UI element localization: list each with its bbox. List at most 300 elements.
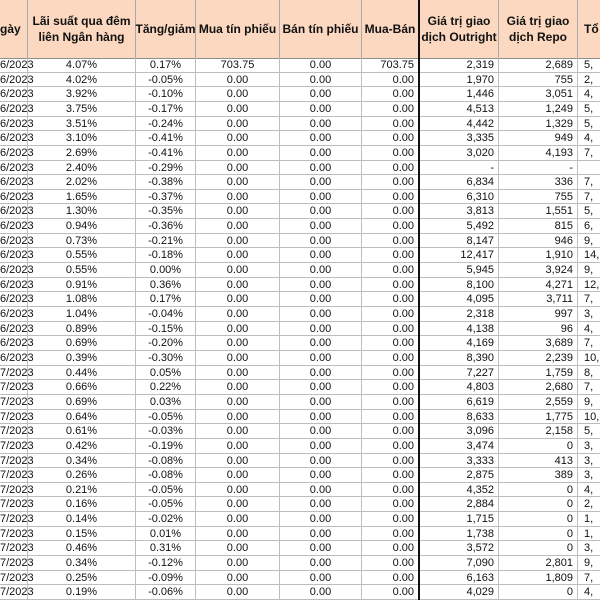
cell-repo[interactable]: 336 [499,175,578,190]
cell-total[interactable]: 9, [584,234,594,247]
cell-total[interactable]: 5, [584,205,594,218]
cell-total[interactable]: 10, [584,351,600,364]
cell-outright[interactable]: 3,572 [420,541,499,556]
cell-outright[interactable]: 7,227 [420,366,499,381]
cell-sell-bills[interactable]: 0.00 [280,248,362,263]
header-buy-bills[interactable]: Mua tín phiếu [196,0,280,58]
cell-total[interactable]: 12, [584,278,600,291]
cell-interbank-rate[interactable]: 0.15% [28,527,136,542]
cell-change[interactable]: 0.17% [136,292,196,307]
cell-outright[interactable]: 5,945 [420,263,499,278]
cell-date[interactable]: 6/2023 [0,132,34,145]
cell-net[interactable]: 0.00 [392,366,414,379]
cell-change[interactable]: -0.06% [136,585,196,600]
cell-outright[interactable]: 2,884 [420,497,499,512]
cell-buy-bills[interactable]: 0.00 [196,131,280,146]
cell-buy-bills[interactable]: 0.00 [196,234,280,249]
cell-total[interactable]: 2, [584,73,594,86]
cell-interbank-rate[interactable]: 0.46% [28,541,136,556]
cell-date[interactable]: 7/2023 [0,571,34,584]
cell-sell-bills[interactable]: 0.00 [280,307,362,322]
cell-change[interactable]: -0.10% [136,87,196,102]
cell-date[interactable]: 6/2023 [0,293,34,306]
cell-buy-bills[interactable]: 0.00 [196,322,280,337]
cell-interbank-rate[interactable]: 3.51% [28,117,136,132]
cell-change[interactable]: -0.24% [136,117,196,132]
cell-total[interactable]: 9, [584,395,594,408]
cell-change[interactable]: 0.36% [136,278,196,293]
cell-buy-bills[interactable]: 0.00 [196,454,280,469]
cell-outright[interactable]: 8,147 [420,234,499,249]
cell-sell-bills[interactable]: 0.00 [280,410,362,425]
cell-interbank-rate[interactable]: 0.39% [28,351,136,366]
cell-net[interactable]: 0.00 [392,395,414,408]
cell-outright[interactable]: 2,875 [420,468,499,483]
header-net[interactable]: Mua-Bán [364,22,416,36]
cell-buy-bills[interactable]: 0.00 [196,585,280,600]
cell-net[interactable]: 0.00 [392,278,414,291]
cell-total[interactable]: 7, [584,337,594,350]
cell-outright[interactable]: 12,417 [420,248,499,263]
cell-buy-bills[interactable]: 0.00 [196,527,280,542]
cell-repo[interactable]: 2,801 [499,556,578,571]
cell-outright[interactable]: 1,715 [420,512,499,527]
cell-date[interactable]: 6/2023 [0,205,34,218]
cell-change[interactable]: 0.00% [136,263,196,278]
cell-sell-bills[interactable]: 0.00 [280,336,362,351]
cell-repo[interactable]: 0 [499,497,578,512]
cell-net[interactable]: 0.00 [392,513,414,526]
cell-date[interactable]: 7/2023 [0,381,34,394]
cell-repo[interactable]: 949 [499,131,578,146]
cell-interbank-rate[interactable]: 2.69% [28,146,136,161]
cell-total[interactable]: 4, [584,132,594,145]
cell-change[interactable]: -0.18% [136,248,196,263]
cell-net[interactable]: 0.00 [392,205,414,218]
cell-sell-bills[interactable]: 0.00 [280,292,362,307]
cell-net[interactable]: 0.00 [392,542,414,555]
cell-date[interactable]: 7/2023 [0,513,34,526]
cell-net[interactable]: 0.00 [392,498,414,511]
cell-interbank-rate[interactable]: 0.66% [28,380,136,395]
cell-outright[interactable]: 8,633 [420,410,499,425]
cell-net[interactable]: 0.00 [392,425,414,438]
cell-total[interactable]: 5, [584,117,594,130]
cell-sell-bills[interactable]: 0.00 [280,190,362,205]
cell-buy-bills[interactable]: 0.00 [196,439,280,454]
cell-sell-bills[interactable]: 0.00 [280,175,362,190]
cell-net[interactable]: 0.00 [392,73,414,86]
cell-total[interactable]: 6, [584,220,594,233]
cell-date[interactable]: 6/2023 [0,264,34,277]
cell-sell-bills[interactable]: 0.00 [280,395,362,410]
cell-net[interactable]: 0.00 [392,557,414,570]
cell-repo[interactable]: 96 [499,322,578,337]
cell-interbank-rate[interactable]: 0.25% [28,571,136,586]
cell-change[interactable]: -0.05% [136,73,196,88]
cell-outright[interactable]: 4,169 [420,336,499,351]
cell-buy-bills[interactable]: 0.00 [196,497,280,512]
cell-repo[interactable]: 1,910 [499,248,578,263]
cell-buy-bills[interactable]: 0.00 [196,292,280,307]
cell-date[interactable]: 7/2023 [0,425,34,438]
cell-outright[interactable]: 1,970 [420,73,499,88]
cell-buy-bills[interactable]: 0.00 [196,307,280,322]
cell-repo[interactable]: 2,689 [499,58,578,73]
cell-repo[interactable]: 0 [499,483,578,498]
cell-sell-bills[interactable]: 0.00 [280,117,362,132]
cell-repo[interactable]: 997 [499,307,578,322]
cell-repo[interactable]: 1,809 [499,571,578,586]
cell-total[interactable]: 7, [584,381,594,394]
cell-date[interactable]: 6/2023 [0,88,34,101]
cell-interbank-rate[interactable]: 0.61% [28,424,136,439]
header-total[interactable]: Tổ [584,22,599,36]
cell-outright[interactable]: 4,138 [420,322,499,337]
cell-interbank-rate[interactable]: 4.02% [28,73,136,88]
cell-repo[interactable]: 2,680 [499,380,578,395]
cell-net[interactable]: 0.00 [392,308,414,321]
cell-total[interactable]: 3, [584,454,594,467]
cell-date[interactable]: 6/2023 [0,176,34,189]
cell-change[interactable]: -0.41% [136,131,196,146]
cell-buy-bills[interactable]: 0.00 [196,541,280,556]
cell-buy-bills[interactable]: 0.00 [196,395,280,410]
cell-net[interactable]: 0.00 [392,264,414,277]
cell-change[interactable]: -0.19% [136,439,196,454]
cell-total[interactable]: 4, [584,483,594,496]
cell-interbank-rate[interactable]: 0.19% [28,585,136,600]
cell-date[interactable]: 6/2023 [0,278,34,291]
cell-buy-bills[interactable]: 0.00 [196,248,280,263]
cell-date[interactable]: 7/2023 [0,542,34,555]
cell-interbank-rate[interactable]: 0.64% [28,410,136,425]
cell-date[interactable]: 7/2023 [0,586,34,599]
cell-change[interactable]: -0.35% [136,204,196,219]
cell-outright[interactable]: 8,390 [420,351,499,366]
cell-change[interactable]: -0.37% [136,190,196,205]
cell-outright[interactable]: 3,333 [420,454,499,469]
cell-repo[interactable]: 4,271 [499,278,578,293]
cell-repo[interactable]: 3,924 [499,263,578,278]
cell-buy-bills[interactable]: 0.00 [196,468,280,483]
cell-change[interactable]: 0.17% [136,58,196,73]
cell-total[interactable]: 2, [584,498,594,511]
cell-change[interactable]: -0.36% [136,219,196,234]
cell-buy-bills[interactable]: 0.00 [196,410,280,425]
cell-outright[interactable]: 3,096 [420,424,499,439]
cell-repo[interactable]: 2,559 [499,395,578,410]
cell-total[interactable] [578,161,608,176]
cell-change[interactable]: -0.12% [136,556,196,571]
cell-interbank-rate[interactable]: 0.55% [28,248,136,263]
cell-sell-bills[interactable]: 0.00 [280,366,362,381]
cell-buy-bills[interactable]: 0.00 [196,483,280,498]
cell-total[interactable]: 4, [584,88,594,101]
header-sell-bills[interactable]: Bán tín phiếu [280,0,362,58]
cell-sell-bills[interactable]: 0.00 [280,131,362,146]
cell-change[interactable]: -0.04% [136,307,196,322]
cell-buy-bills[interactable]: 0.00 [196,175,280,190]
cell-net[interactable]: 0.00 [392,249,414,262]
cell-change[interactable]: -0.30% [136,351,196,366]
cell-outright[interactable]: 6,310 [420,190,499,205]
cell-outright[interactable]: 4,442 [420,117,499,132]
cell-buy-bills[interactable]: 0.00 [196,556,280,571]
cell-interbank-rate[interactable]: 2.40% [28,161,136,176]
cell-outright[interactable]: 5,492 [420,219,499,234]
cell-net[interactable]: 0.00 [392,190,414,203]
cell-total[interactable]: 3, [584,308,594,321]
header-interbank-rate[interactable]: Lãi suất qua đêm liên Ngân hàng [28,0,136,58]
cell-net[interactable]: 0.00 [392,483,414,496]
cell-change[interactable]: -0.21% [136,234,196,249]
cell-repo[interactable]: 1,759 [499,366,578,381]
cell-date[interactable]: 7/2023 [0,454,34,467]
cell-repo[interactable]: 3,689 [499,336,578,351]
cell-date[interactable]: 7/2023 [0,483,34,496]
cell-sell-bills[interactable]: 0.00 [280,454,362,469]
cell-interbank-rate[interactable]: 1.65% [28,190,136,205]
cell-repo[interactable]: 1,329 [499,117,578,132]
cell-repo[interactable]: 755 [499,190,578,205]
cell-net[interactable]: 0.00 [392,351,414,364]
cell-date[interactable]: 6/2023 [0,351,34,364]
cell-change[interactable]: -0.05% [136,497,196,512]
cell-change[interactable]: 0.01% [136,527,196,542]
cell-total[interactable]: 10, [584,410,600,423]
cell-outright[interactable]: 1,738 [420,527,499,542]
cell-outright[interactable]: - [420,161,499,176]
cell-sell-bills[interactable]: 0.00 [280,219,362,234]
cell-net[interactable]: 0.00 [392,571,414,584]
header-change[interactable]: Tăng/giảm [136,0,196,58]
cell-change[interactable]: -0.29% [136,161,196,176]
cell-interbank-rate[interactable]: 3.10% [28,131,136,146]
cell-sell-bills[interactable]: 0.00 [280,278,362,293]
cell-sell-bills[interactable]: 0.00 [280,351,362,366]
cell-interbank-rate[interactable]: 0.34% [28,454,136,469]
cell-total[interactable]: 7, [584,176,594,189]
cell-sell-bills[interactable]: 0.00 [280,556,362,571]
cell-outright[interactable]: 3,474 [420,439,499,454]
cell-date[interactable]: 6/2023 [0,190,34,203]
cell-buy-bills[interactable]: 0.00 [196,571,280,586]
cell-change[interactable]: 0.05% [136,366,196,381]
cell-interbank-rate[interactable]: 0.21% [28,483,136,498]
cell-interbank-rate[interactable]: 0.34% [28,556,136,571]
cell-outright[interactable]: 2,319 [420,58,499,73]
cell-total[interactable]: 5, [584,59,594,71]
cell-total[interactable]: 9, [584,557,594,570]
cell-interbank-rate[interactable]: 0.55% [28,263,136,278]
cell-repo[interactable]: 0 [499,512,578,527]
cell-net[interactable]: 0.00 [392,586,414,599]
cell-date[interactable]: 7/2023 [0,557,34,570]
cell-interbank-rate[interactable]: 0.69% [28,395,136,410]
cell-date[interactable]: 6/2023 [0,337,34,350]
cell-total[interactable]: 8, [584,366,594,379]
cell-buy-bills[interactable]: 0.00 [196,87,280,102]
cell-interbank-rate[interactable]: 0.91% [28,278,136,293]
cell-outright[interactable]: 3,813 [420,204,499,219]
header-repo[interactable]: Giá trị giao dịch Repo [499,0,578,58]
cell-net[interactable]: 0.00 [392,410,414,423]
cell-total[interactable]: 7, [584,190,594,203]
cell-date[interactable]: 7/2023 [0,439,34,452]
cell-date[interactable]: 6/2023 [0,73,34,86]
cell-date[interactable]: 6/2023 [0,161,34,174]
header-outright[interactable]: Giá trị giao dịch Outright [420,0,499,58]
cell-total[interactable]: 7, [584,571,594,584]
cell-change[interactable]: -0.17% [136,102,196,117]
cell-net[interactable]: 0.00 [392,454,414,467]
cell-total[interactable]: 4, [584,322,594,335]
cell-date[interactable]: 6/2023 [0,234,34,247]
cell-change[interactable]: -0.09% [136,571,196,586]
cell-buy-bills[interactable]: 0.00 [196,204,280,219]
cell-buy-bills[interactable]: 703.75 [196,58,280,73]
cell-outright[interactable]: 6,619 [420,395,499,410]
cell-sell-bills[interactable]: 0.00 [280,102,362,117]
cell-buy-bills[interactable]: 0.00 [196,146,280,161]
cell-outright[interactable]: 1,446 [420,87,499,102]
cell-date[interactable]: 6/2023 [0,117,34,130]
cell-repo[interactable]: 4,193 [499,146,578,161]
cell-buy-bills[interactable]: 0.00 [196,366,280,381]
cell-date[interactable]: 6/2023 [0,322,34,335]
cell-total[interactable]: 5, [584,425,594,438]
cell-buy-bills[interactable]: 0.00 [196,161,280,176]
cell-repo[interactable]: 3,711 [499,292,578,307]
cell-total[interactable]: 1, [584,527,594,540]
cell-change[interactable]: -0.05% [136,410,196,425]
header-date[interactable]: gày [0,0,28,58]
cell-net[interactable]: 0.00 [392,117,414,130]
cell-repo[interactable]: 815 [499,219,578,234]
cell-outright[interactable]: 7,090 [420,556,499,571]
cell-outright[interactable]: 6,834 [420,175,499,190]
cell-date[interactable]: 6/2023 [0,249,34,262]
cell-change[interactable]: -0.02% [136,512,196,527]
cell-sell-bills[interactable]: 0.00 [280,322,362,337]
cell-date[interactable]: 7/2023 [0,395,34,408]
cell-outright[interactable]: 4,095 [420,292,499,307]
cell-repo[interactable]: 0 [499,585,578,600]
cell-sell-bills[interactable]: 0.00 [280,439,362,454]
cell-interbank-rate[interactable]: 1.04% [28,307,136,322]
cell-outright[interactable]: 4,352 [420,483,499,498]
cell-sell-bills[interactable]: 0.00 [280,146,362,161]
cell-outright[interactable]: 2,318 [420,307,499,322]
cell-repo[interactable]: 1,551 [499,204,578,219]
cell-outright[interactable]: 3,335 [420,131,499,146]
cell-total[interactable]: 3, [584,542,594,555]
cell-interbank-rate[interactable]: 2.02% [28,175,136,190]
cell-buy-bills[interactable]: 0.00 [196,351,280,366]
cell-total[interactable]: 7, [584,293,594,306]
cell-interbank-rate[interactable]: 0.89% [28,322,136,337]
cell-interbank-rate[interactable]: 3.75% [28,102,136,117]
cell-sell-bills[interactable]: 0.00 [280,87,362,102]
cell-net[interactable]: 0.00 [392,102,414,115]
cell-sell-bills[interactable]: 0.00 [280,571,362,586]
cell-net[interactable]: 0.00 [392,88,414,101]
cell-sell-bills[interactable]: 0.00 [280,380,362,395]
cell-outright[interactable]: 4,803 [420,380,499,395]
cell-buy-bills[interactable]: 0.00 [196,102,280,117]
cell-total[interactable]: 3, [584,469,594,482]
cell-outright[interactable]: 3,020 [420,146,499,161]
cell-net[interactable]: 0.00 [392,322,414,335]
cell-buy-bills[interactable]: 0.00 [196,263,280,278]
cell-date[interactable]: 7/2023 [0,410,34,423]
cell-net[interactable]: 0.00 [392,469,414,482]
cell-sell-bills[interactable]: 0.00 [280,541,362,556]
cell-change[interactable]: 0.22% [136,380,196,395]
cell-outright[interactable]: 6,163 [420,571,499,586]
cell-date[interactable]: 6/2023 [0,308,34,321]
cell-net[interactable]: 703.75 [380,59,414,71]
cell-sell-bills[interactable]: 0.00 [280,204,362,219]
cell-interbank-rate[interactable]: 0.26% [28,468,136,483]
cell-repo[interactable]: 0 [499,541,578,556]
cell-change[interactable]: -0.08% [136,454,196,469]
cell-sell-bills[interactable]: 0.00 [280,585,362,600]
cell-total[interactable]: 1, [584,513,594,526]
cell-sell-bills[interactable]: 0.00 [280,512,362,527]
cell-repo[interactable]: 2,239 [499,351,578,366]
cell-repo[interactable]: 2,158 [499,424,578,439]
cell-date[interactable]: 6/2023 [0,146,34,159]
cell-buy-bills[interactable]: 0.00 [196,219,280,234]
cell-outright[interactable]: 8,100 [420,278,499,293]
cell-net[interactable]: 0.00 [392,161,414,174]
cell-buy-bills[interactable]: 0.00 [196,424,280,439]
cell-repo[interactable]: 0 [499,439,578,454]
cell-sell-bills[interactable]: 0.00 [280,468,362,483]
cell-sell-bills[interactable]: 0.00 [280,424,362,439]
cell-change[interactable]: -0.05% [136,483,196,498]
cell-interbank-rate[interactable]: 0.69% [28,336,136,351]
cell-total[interactable]: 5, [584,102,594,115]
cell-repo[interactable]: 3,051 [499,87,578,102]
cell-net[interactable]: 0.00 [392,293,414,306]
cell-buy-bills[interactable]: 0.00 [196,117,280,132]
cell-change[interactable]: -0.03% [136,424,196,439]
cell-interbank-rate[interactable]: 4.07% [28,58,136,73]
cell-net[interactable]: 0.00 [392,176,414,189]
cell-date[interactable]: 6/2023 [0,220,34,233]
cell-outright[interactable]: 4,029 [420,585,499,600]
cell-date[interactable]: 6/2023 [0,59,34,71]
cell-interbank-rate[interactable]: 0.16% [28,497,136,512]
cell-sell-bills[interactable]: 0.00 [280,161,362,176]
cell-change[interactable]: -0.41% [136,146,196,161]
cell-repo[interactable]: 413 [499,454,578,469]
cell-repo[interactable]: 1,775 [499,410,578,425]
cell-change[interactable]: -0.20% [136,336,196,351]
cell-repo[interactable]: 389 [499,468,578,483]
cell-net[interactable]: 0.00 [392,337,414,350]
cell-sell-bills[interactable]: 0.00 [280,497,362,512]
cell-total[interactable]: 3, [584,439,594,452]
cell-date[interactable]: 7/2023 [0,498,34,511]
cell-date[interactable]: 7/2023 [0,366,34,379]
cell-interbank-rate[interactable]: 0.14% [28,512,136,527]
cell-interbank-rate[interactable]: 1.30% [28,204,136,219]
cell-change[interactable]: -0.38% [136,175,196,190]
